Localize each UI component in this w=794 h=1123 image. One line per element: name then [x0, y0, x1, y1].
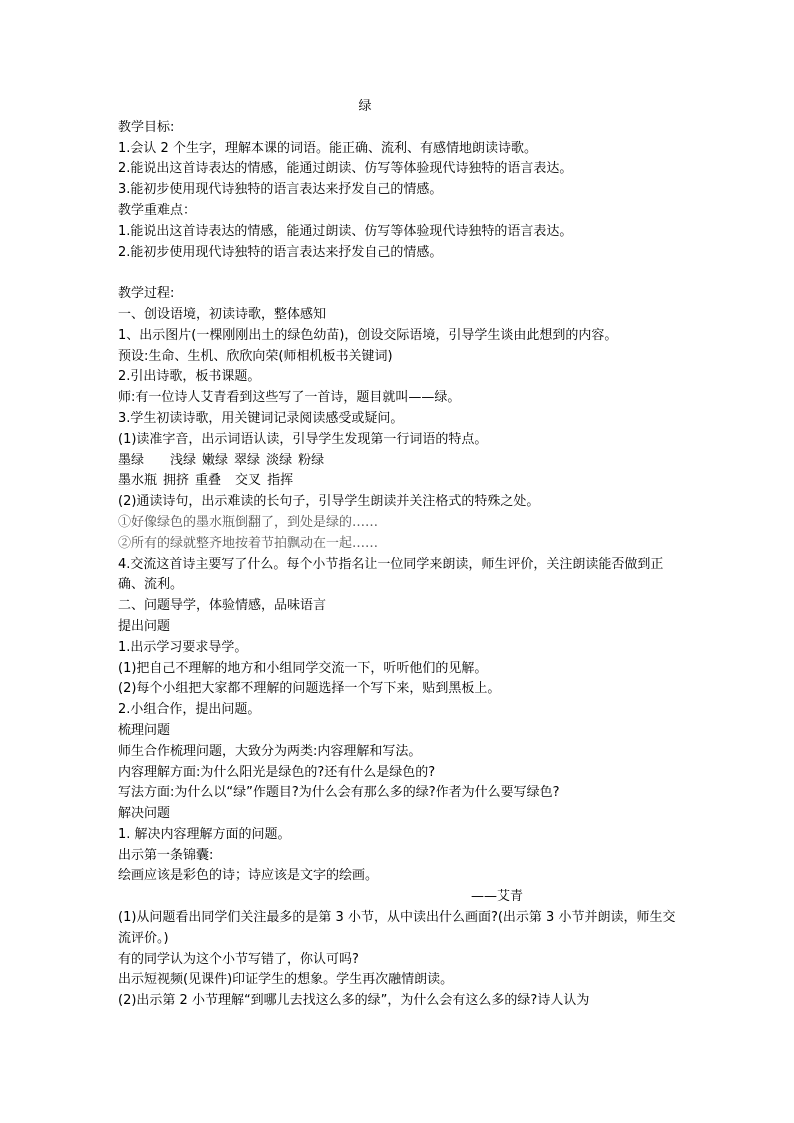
quotation: 绘画应该是彩色的诗；诗应该是文字的绘画。 — [118, 868, 379, 884]
paragraph: 2.小组合作，提出问题。 — [118, 702, 261, 718]
section-heading-process: 教学过程: — [118, 286, 175, 302]
paragraph: 师:有一位诗人艾青看到这些写了一首诗，题目就叫——绿。 — [118, 390, 461, 406]
paragraph: 1、出示图片(一棵刚刚出土的绿色幼苗)，创设交际语境，引导学生谈由此想到的内容。 — [118, 327, 618, 343]
section-heading-key-points: 教学重难点： — [118, 202, 197, 218]
paragraph: 出示短视频(见课件)印证学生的想象。学生再次融情朗读。 — [118, 972, 454, 988]
key-point-2: 2.能初步使用现代诗独特的语言表达来抒发自己的情感。 — [118, 244, 443, 260]
word: 拥挤 — [163, 473, 190, 489]
paragraph: (2)通读诗句，出示难读的长句子，引导学生朗读并关注格式的特殊之处。 — [118, 494, 540, 510]
document-title: 绿 — [358, 99, 372, 114]
sub-heading: 提出问题 — [118, 618, 171, 634]
paragraph: (2)每个小组把大家都不理解的问题选择一个写下来，贴到黑板上。 — [118, 681, 501, 697]
word-list-2 — [118, 471, 678, 492]
word: 墨绿 — [118, 452, 145, 468]
blank-line — [118, 263, 678, 284]
paragraph: (1)从问题看出同学们关注最多的是第 3 小节，从中读出什么画面?(出示第 3 小节并朗读，师生交流评价。) — [118, 910, 676, 946]
objective-1: 1.会认 2 个生字，理解本课的词语。能正确、流利、有感情地朗读诗歌。 — [118, 140, 537, 156]
sub-heading: 解决问题 — [118, 806, 171, 822]
paragraph: 1.出示学习要求导学。 — [118, 639, 248, 655]
word: 嫩绿 — [202, 452, 229, 468]
paragraph: 2.引出诗歌，板书课题。 — [118, 369, 261, 385]
word: 淡绿 — [266, 452, 293, 468]
quoted-sentence-1: ①好像绿色的墨水瓶倒翻了，到处是绿的…… — [118, 514, 379, 530]
quotation-author: ——艾青 — [470, 889, 523, 905]
word: 重叠 — [195, 473, 222, 489]
paragraph: 内容理解方面:为什么阳光是绿色的?还有什么是绿色的? — [118, 764, 436, 780]
objective-3: 3.能初步使用现代诗独特的语言表达来抒发自己的情感。 — [118, 182, 443, 198]
word: 交叉 — [235, 473, 262, 489]
word-list-1 — [118, 451, 678, 472]
paragraph: 预设:生命、生机、欣欣向荣(师相机板书关键词) — [118, 348, 393, 364]
section-heading-objectives: 教学目标: — [118, 119, 175, 135]
paragraph: 4.交流这首诗主要写了什么。每个小节指名让一位同学来朗读，师生评价，关注朗读能否做到正确、流利。 — [118, 556, 664, 593]
objective-2: 2.能说出这首诗表达的情感，能通过朗读、仿写等体验现代诗独特的语言表达。 — [118, 161, 573, 177]
paragraph: (2)出示第 2 小节理解“到哪儿去找这么多的绿”，为什么会有这么多的绿?诗人认为 — [118, 993, 590, 1009]
word: 浅绿 — [170, 452, 197, 468]
sub-heading: 梳理问题 — [118, 722, 171, 738]
paragraph: 师生合作梳理问题，大致分为两类:内容理解和写法。 — [118, 743, 422, 759]
document-page — [118, 97, 678, 1012]
word: 翠绿 — [234, 452, 261, 468]
paragraph: (1)把自己不理解的地方和小组同学交流一下，听听他们的见解。 — [118, 660, 488, 676]
paragraph: 有的同学认为这个小节写错了，你认可吗? — [118, 951, 359, 967]
paragraph: 写法方面:为什么以“绿”作题目?为什么会有那么多的绿?作者为什么要写绿色? — [118, 785, 560, 801]
step-heading-1: 一、创设语境，初读诗歌，整体感知 — [118, 306, 327, 322]
paragraph: (1)读准字音，出示词语认读，引导学生发现第一行词语的特点。 — [118, 431, 488, 447]
quoted-sentence-2: ②所有的绿就整齐地按着节拍飘动在一起…… — [118, 535, 379, 551]
key-point-1: 1.能说出这首诗表达的情感，能通过朗读、仿写等体验现代诗独特的语言表达。 — [118, 223, 573, 239]
paragraph: 3.学生初读诗歌，用关键词记录阅读感受或疑问。 — [118, 410, 404, 426]
paragraph: 1. 解决内容理解方面的问题。 — [118, 826, 291, 842]
word: 粉绿 — [298, 452, 325, 468]
step-heading-2: 二、问题导学，体验情感，品味语言 — [118, 598, 327, 614]
paragraph: 出示第一条锦囊: — [118, 847, 214, 863]
word: 指挥 — [267, 473, 294, 489]
word: 墨水瓶 — [118, 473, 158, 489]
